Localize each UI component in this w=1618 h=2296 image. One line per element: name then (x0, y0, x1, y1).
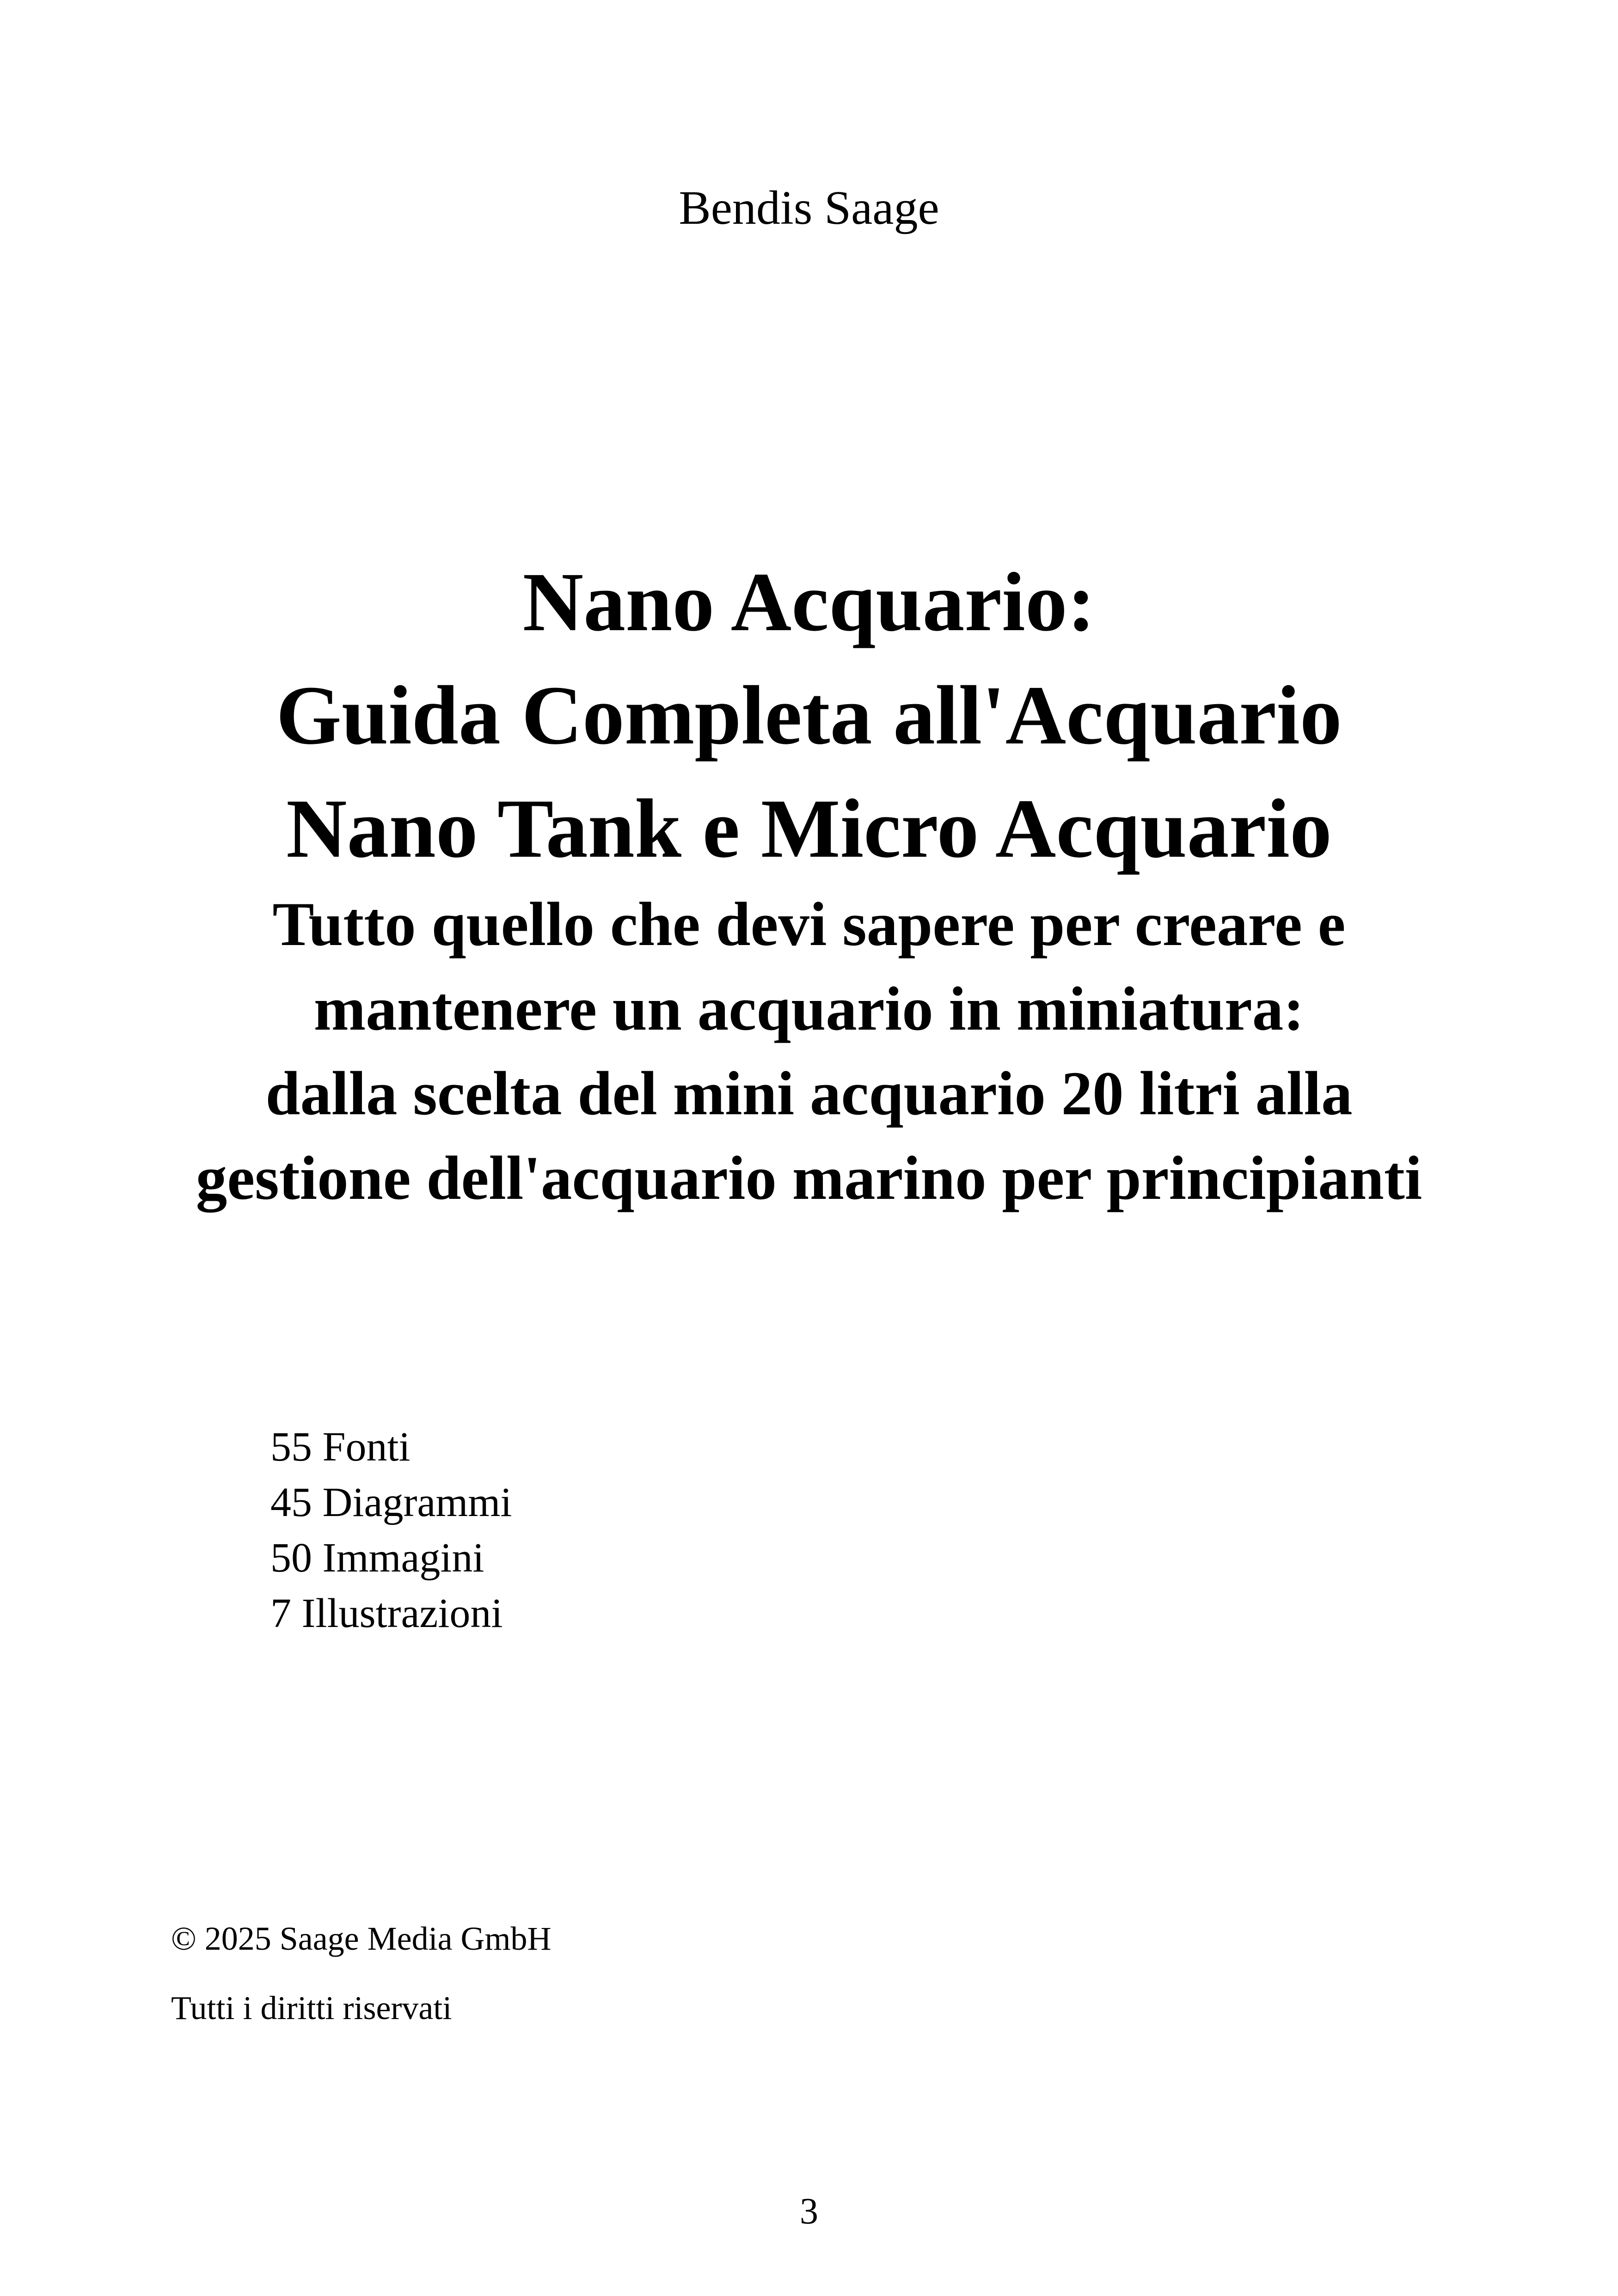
subtitle-line: Tutto quello che devi sapere per creare e (272, 890, 1346, 959)
subtitle-line: gestione dell'acquario marino per principianti (196, 1144, 1422, 1213)
stat-images: 50 Immagini (270, 1535, 484, 1581)
stat-diagrams: 45 Diagrammi (270, 1480, 512, 1525)
subtitle-line: mantenere un acquario in miniatura: (313, 975, 1305, 1044)
title-line: Guida Completa all'Acquario (276, 669, 1342, 762)
subtitle-line: dalla scelta del mini acquario 20 litri alla (265, 1059, 1353, 1128)
author-name: Bendis Saage (679, 181, 939, 234)
stat-illustrations: 7 Illustrazioni (270, 1590, 503, 1636)
page-number: 3 (800, 2191, 818, 2232)
copyright-notice: © 2025 Saage Media GmbH (171, 1920, 552, 1957)
stat-sources: 55 Fonti (270, 1424, 411, 1470)
title-line: Nano Acquario: (522, 556, 1096, 649)
book-title (0, 546, 1618, 885)
book-subtitle (0, 882, 1618, 1221)
rights-reserved: Tutti i diritti riservati (171, 1989, 452, 2026)
content-stats-list (270, 1419, 512, 1641)
title-line: Nano Tank e Micro Acquario (286, 782, 1332, 875)
